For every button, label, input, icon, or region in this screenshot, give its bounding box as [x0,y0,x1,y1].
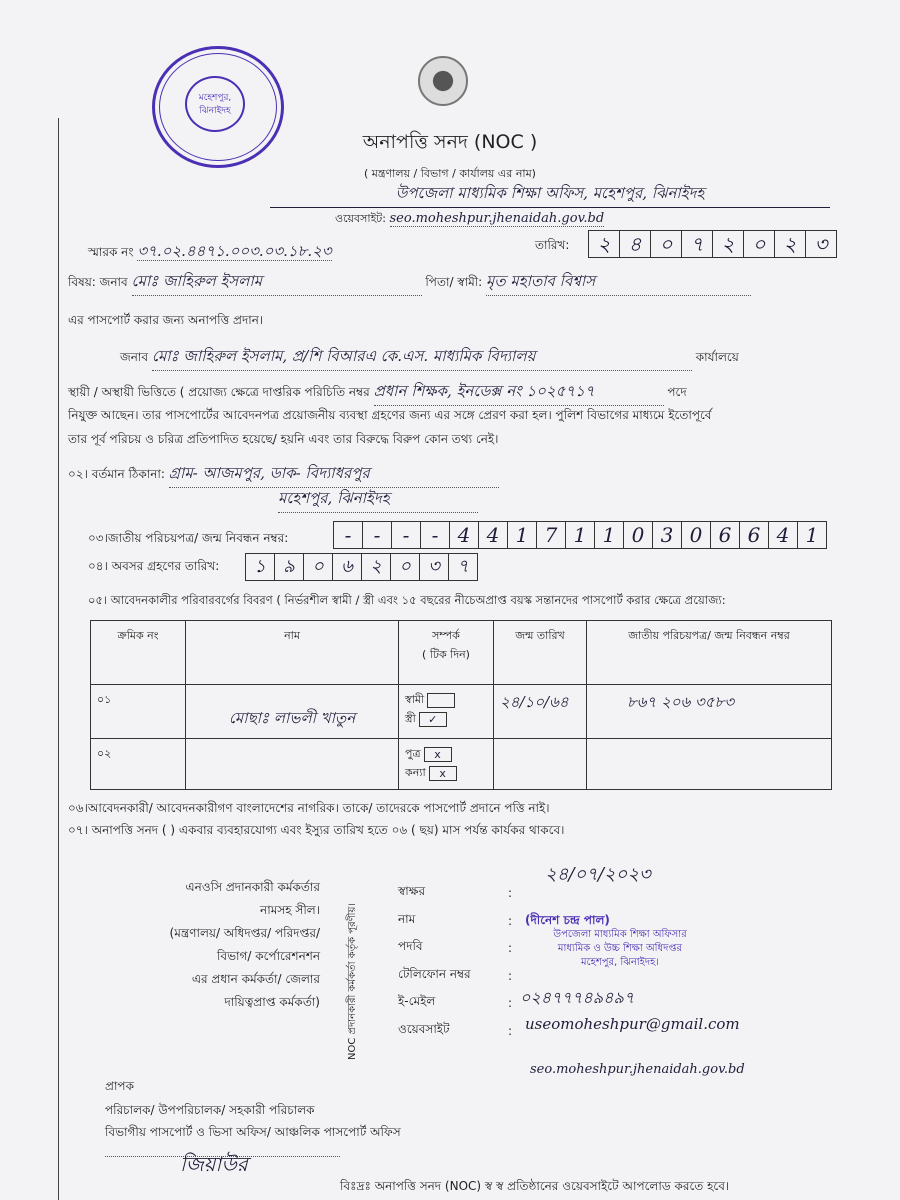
digit-box: - [421,522,450,548]
margin-line [58,118,59,1200]
officer-labels [398,878,471,1043]
father-label: পিতা/ স্বামী: [425,275,483,289]
officer-name: (দীনেশ চন্দ্র পাল) [525,913,610,927]
family-table [90,620,832,790]
digit-box: ১ [246,554,275,580]
retirement-date-boxes [245,553,478,581]
date-label: তারিখ: [535,238,570,252]
digit-box: 3 [653,522,682,548]
recipient-line1: পরিচালক/ উপপরিচালক/ সহকারী পরিচালক [105,1103,315,1117]
header-serial: ক্রমিক নং [91,621,186,685]
table-row [91,685,832,739]
subtitle: ( মন্ত্রণালয় / বিভাগ / কার্যালয় এর নাম) [364,167,536,180]
digit-box: 7 [537,522,566,548]
officer-website: seo.moheshpur.jhenaidah.gov.bd [530,1062,745,1077]
clause-7: ০৭। অনাপত্তি সনদ ( ) একবার ব্যবহারযোগ্য এবং ইস্যুর তারিখ হতে ০৬ ( ছয়) মাস পর্যন্ত কার্যকর থাকবে। [68,823,565,837]
digit-box: 4 [479,522,508,548]
vertical-note: NOC প্রদানকারী কর্মকর্তা কর্তৃক পূরণীয়। [347,903,358,1060]
checkbox-son[interactable]: x [424,747,452,762]
digit-box: ৩ [814,232,828,256]
janab-value: মোঃ জাহিরুল ইসলাম, প্র/শি বিআরএ কে.এস. মাধ্যমিক বিদ্যালয় [152,345,692,371]
header-nid: জাতীয় পরিচয়পত্র/ জন্ম নিবন্ধন নম্বর [587,621,832,685]
checkbox-daughter[interactable]: x [429,766,457,781]
footnote: বিঃদ্রঃ অনাপত্তি সনদ (NOC) স্ব স্ব প্রতিষ্ঠানের ওয়েবসাইটে আপলোড করতে হবে। [340,1179,730,1193]
office-name: উপজেলা মাধ্যমিক শিক্ষা অফিস, মহেশপুর, ঝিনাইদহ [270,182,830,208]
clause-6: ০৬।আবেদনকারী/ আবেদনকারীগণ বাংলাদেশের নাগরিক। তাকে/ তাদেরকে পাসপোর্ট প্রদানে পত্তি নাই। [68,801,550,815]
website-label: ওয়েবসাইট: [335,212,386,225]
line2-prefix: স্থায়ী / অস্থায়ী ভিত্তিতে ( প্রয়োজ্য ক্ষেত্রে দাপ্তরিক পরিচিতি নম্বর [68,385,370,399]
row-name: মোছাঃ লাভলী খাতুন [186,685,399,739]
officer-signature: ২৪/০৭/২০২৩ [545,864,651,885]
digit-box: - [392,522,421,548]
officer-field-label: ই-মেইল [398,994,436,1008]
digit-box: 1 [508,522,537,548]
digit-box: ৬ [333,554,362,580]
row-nid [587,739,832,790]
designation-line: মাধ্যমিক ও উচ্চ শিক্ষা অধিদপ্তর [557,943,683,954]
header-dob: জন্ম তারিখ [494,621,587,685]
seal-inner-text: মহেশপুর, ঝিনাইদহ [185,76,245,132]
digit-box: 4 [769,522,798,548]
digit-box: 1 [566,522,595,548]
row-relation: পুত্র x কন্যা x [399,739,494,790]
nid-label: ০৩।জাতীয় পরিচয়পত্র/ জন্ম নিবন্ধন নম্বর: [88,531,289,545]
website-value: seo.moheshpur.jhenaidah.gov.bd [389,211,605,226]
body-line3: নিযুক্ত আছেন। তার পাসপোর্টের আবেদনপত্র প্রয়োজনীয় ব্যবস্থা গ্রহণের জন্য এর সঙ্গে প্রেরণ করা হল। পুলিশ বিভাগের মাধ্যমে ইতোপূর্বে [68,408,712,422]
digit-box: - [334,522,363,548]
digit-box: 6 [740,522,769,548]
digit-box: ৭ [682,231,713,257]
digit-box: ৩ [420,554,449,580]
designation-line: মহেশপুর, ঝিনাইদহ। [581,957,659,968]
row-dob [494,739,587,790]
row-serial: ০২ [91,739,186,790]
digit-box: - [363,522,392,548]
applicant-name: মোঃ জাহিরুল ইসলাম [132,270,422,296]
address-line2: মহেশপুর, ঝিনাইদহ [278,487,478,513]
officer-left-line: বিভাগ/ কর্পোরেশনশন [216,949,320,963]
digit-box: ২ [775,231,806,257]
checkbox-husband[interactable] [427,693,455,708]
address-line1: গ্রাম- আজমপুর, ডাক- বিদ্যাধরপুর [169,462,499,488]
recipient-line2: বিভাগীয় পাসপোর্ট ও ভিসা অফিস/ আঞ্চলিক পাসপোর্ট অফিস [105,1125,401,1139]
table-row [91,739,832,790]
officer-left-line: এর প্রধান কর্মকর্তা/ জেলার [191,972,320,986]
digit-box: ২ [713,231,744,257]
digit-box: ৪ [620,231,651,257]
digit-box: ০ [391,554,420,580]
officer-left-line: দায়িত্বপ্রাপ্ত কর্মকর্তা) [224,995,320,1009]
officer-field-label: নাম [398,911,416,926]
row-dob: ২৪/১০/৬৪ [494,685,587,739]
recipient-signature: জিয়াউর [180,1152,248,1176]
subject-label: বিষয়: জনাব [68,275,128,289]
memo-value: ৩৭.০২.৪৪৭১.০০৩.০৩.১৮.২৩ [137,242,332,260]
officer-field-label: ওয়েবসাইট [398,1021,450,1036]
header-relation: সম্পর্ক ( টিক দিন) [399,621,494,685]
officer-left-line: এনওসি প্রদানকারী কর্মকর্তার [185,880,320,894]
office-suffix: কার্যালয়ে [695,350,739,364]
row-relation: স্বামী স্ত্রী ✓ [399,685,494,739]
officer-left-line: (মন্ত্রণালয়/ অধিদপ্তর/ পরিদপ্তর/ [169,926,320,940]
digit-box: 0 [624,522,653,548]
digit-box: ০ [304,554,333,580]
family-label: ০৫। আবেদনকালীর পরিবারবর্গের বিবরণ ( নির্ভরশীল স্বামী / স্ত্রী এবং ১৫ বছরের নীচেঅপ্রাপ্ত বয়স্ক সন্তানদের পাসপোর্ট করার ক্ষেত্রে প্রয়োজ্য: [88,593,726,607]
digit-box: ২ [589,231,620,257]
retirement-label: ০৪। অবসর গ্রহণের তারিখ: [88,559,220,573]
line2-suffix: পদে [667,385,687,399]
page-title: অনাপত্তি সনদ (NOC ) [362,131,538,153]
digit-box: ৭ [457,556,469,577]
officer-field-label: টেলিফোন নম্বর [398,966,471,981]
digit-box: ০ [651,231,682,257]
father-name: মৃত মহাতাব বিশ্বাস [486,270,751,296]
digit-box: 4 [450,522,479,548]
officer-field-label: পদবি [398,939,423,953]
body-line4: তার পূর্ব পরিচয় ও চরিত্র প্রতিপাদিত হয়েছে/ হয়নি এবং তার বিরুদ্ধে বিরুপ কোন তথ্য নেই। [68,432,499,446]
digit-box: ২ [362,554,391,580]
officer-field-label: স্বাক্ষর [398,884,426,898]
janab-label: জনাব [120,350,149,364]
digit-box: ৯ [275,554,304,580]
officer-designation [520,928,720,970]
officer-left-line: নামসহ সীল। [260,903,320,917]
nid-boxes [333,521,827,549]
date-boxes [588,230,837,258]
digit-box: ০ [744,231,775,257]
subject-line2: এর পাসপোর্ট করার জন্য অনাপত্তি প্রদান। [68,313,264,327]
designation-line: উপজেলা মাধ্যমিক শিক্ষা অফিসার [553,929,687,940]
row-serial: ০১ [91,685,186,739]
checkbox-wife[interactable]: ✓ [419,712,447,727]
officer-left-text [110,876,320,1014]
designation-value: প্রধান শিক্ষক, ইনডেক্স নং ১০২৫৭১৭ [374,380,664,406]
memo-label: স্মারক নং [88,245,134,259]
recipient-label: প্রাপক [105,1079,134,1093]
digit-box: 1 [805,523,819,547]
government-emblem-icon [418,56,468,106]
officer-phone: ০২৪৭৭৭৪৯৪৯৭ [520,988,635,1007]
officer-email: useomoheshpur@gmail.com [525,1015,740,1033]
address-label: ০২। বর্তমান ঠিকানা: [68,467,165,481]
header-name: নাম [186,621,399,685]
row-nid: ৮৬৭ ২০৬ ৩৫৮৩ [587,685,832,739]
digit-box: 0 [682,522,711,548]
row-name [186,739,399,790]
digit-box: 1 [595,522,624,548]
digit-box: 6 [711,522,740,548]
